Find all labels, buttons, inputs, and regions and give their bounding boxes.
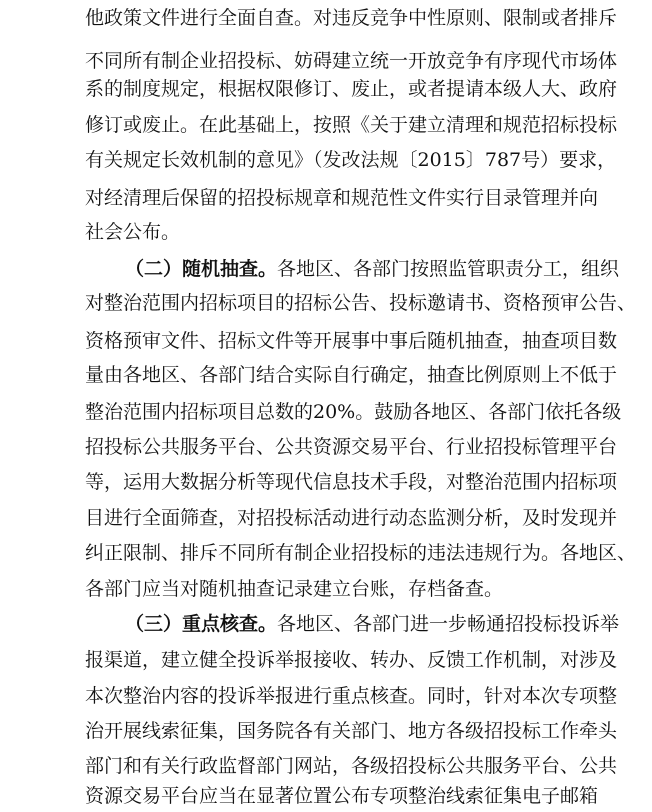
paragraph-2-line-4: 量由各地区、各部门结合实际自行确定，抽查比例原则上不低于 — [85, 364, 618, 386]
paragraph-2-line-1 — [125, 254, 620, 284]
paragraph-1-line-1: 他政策文件进行全面自查。对违反竞争中性原则、限制或者排斥 — [85, 7, 618, 29]
paragraph-2-line-9: 纠正限制、排斥不同所有制企业招投标的违法违规行为。各地区、 — [85, 542, 637, 564]
paragraph-1-line-6: 对经清理后保留的招投标规章和规范性文件实行目录管理并向 — [85, 187, 599, 209]
paragraph-2-line-3: 资格预审文件、招标文件等开展事中事后随机抽查，抽查项目数 — [85, 330, 618, 352]
paragraph-2-line-2: 对整治范围内招标项目的招标公告、投标邀请书、资格预审公告、 — [85, 292, 637, 314]
paragraph-3-line-2: 报渠道，建立健全投诉举报接收、转办、反馈工作机制，对涉及 — [85, 649, 618, 671]
paragraph-2-line-7: 等，运用大数据分析等现代信息技术手段，对整治范围内招标项 — [85, 471, 618, 493]
paragraph-1-line-5: 有关规定长效机制的意见》（发改法规〔2015〕787号）要求， — [85, 149, 617, 171]
paragraph-2-line-5: 整治范围内招标项目总数的20%。鼓励各地区、各部门依托各级 — [85, 401, 622, 423]
paragraph-3-first-line-text: 各地区、各部门进一步畅通招投标投诉举 — [277, 613, 620, 635]
paragraph-1-line-4: 修订或废止。在此基础上，按照《关于建立清理和规范招标投标 — [85, 114, 618, 136]
paragraph-3-line-3: 本次整治内容的投诉举报进行重点核查。同时，针对本次专项整 — [85, 685, 618, 707]
paragraph-1-line-7: 社会公布。 — [85, 221, 181, 243]
paragraph-3-line-5: 部门和有关行政监督部门网站，各级招投标公共服务平台、公共 — [85, 755, 618, 777]
paragraph-3-line-4: 治开展线索征集，国务院各有关部门、地方各级招投标工作牵头 — [85, 720, 618, 742]
paragraph-1-line-3: 系的制度规定，根据权限修订、废止，或者提请本级人大、政府 — [85, 78, 618, 100]
paragraph-2-line-10: 各部门应当对随机抽查记录建立台账，存档备查。 — [85, 578, 504, 600]
paragraph-1-line-2: 不同所有制企业招投标、妨碍建立统一开放竞争有序现代市场体 — [85, 50, 618, 72]
paragraph-2-line-6: 招投标公共服务平台、公共资源交易平台、行业招投标管理平台 — [85, 436, 618, 458]
paragraph-2-line-8: 目进行全面筛查，对招投标活动进行动态监测分析，及时发现并 — [85, 507, 618, 529]
section-heading-random-check: （二）随机抽查。 — [125, 258, 278, 280]
paragraph-3-line-1 — [125, 609, 620, 639]
paragraph-2-first-line-text: 各地区、各部门按照监管职责分工，组织 — [277, 258, 620, 280]
paragraph-3-line-6: 资源交易平台应当在显著位置公布专项整治线索征集电子邮箱 — [85, 785, 599, 807]
section-heading-key-verification: （三）重点核查。 — [125, 613, 278, 635]
